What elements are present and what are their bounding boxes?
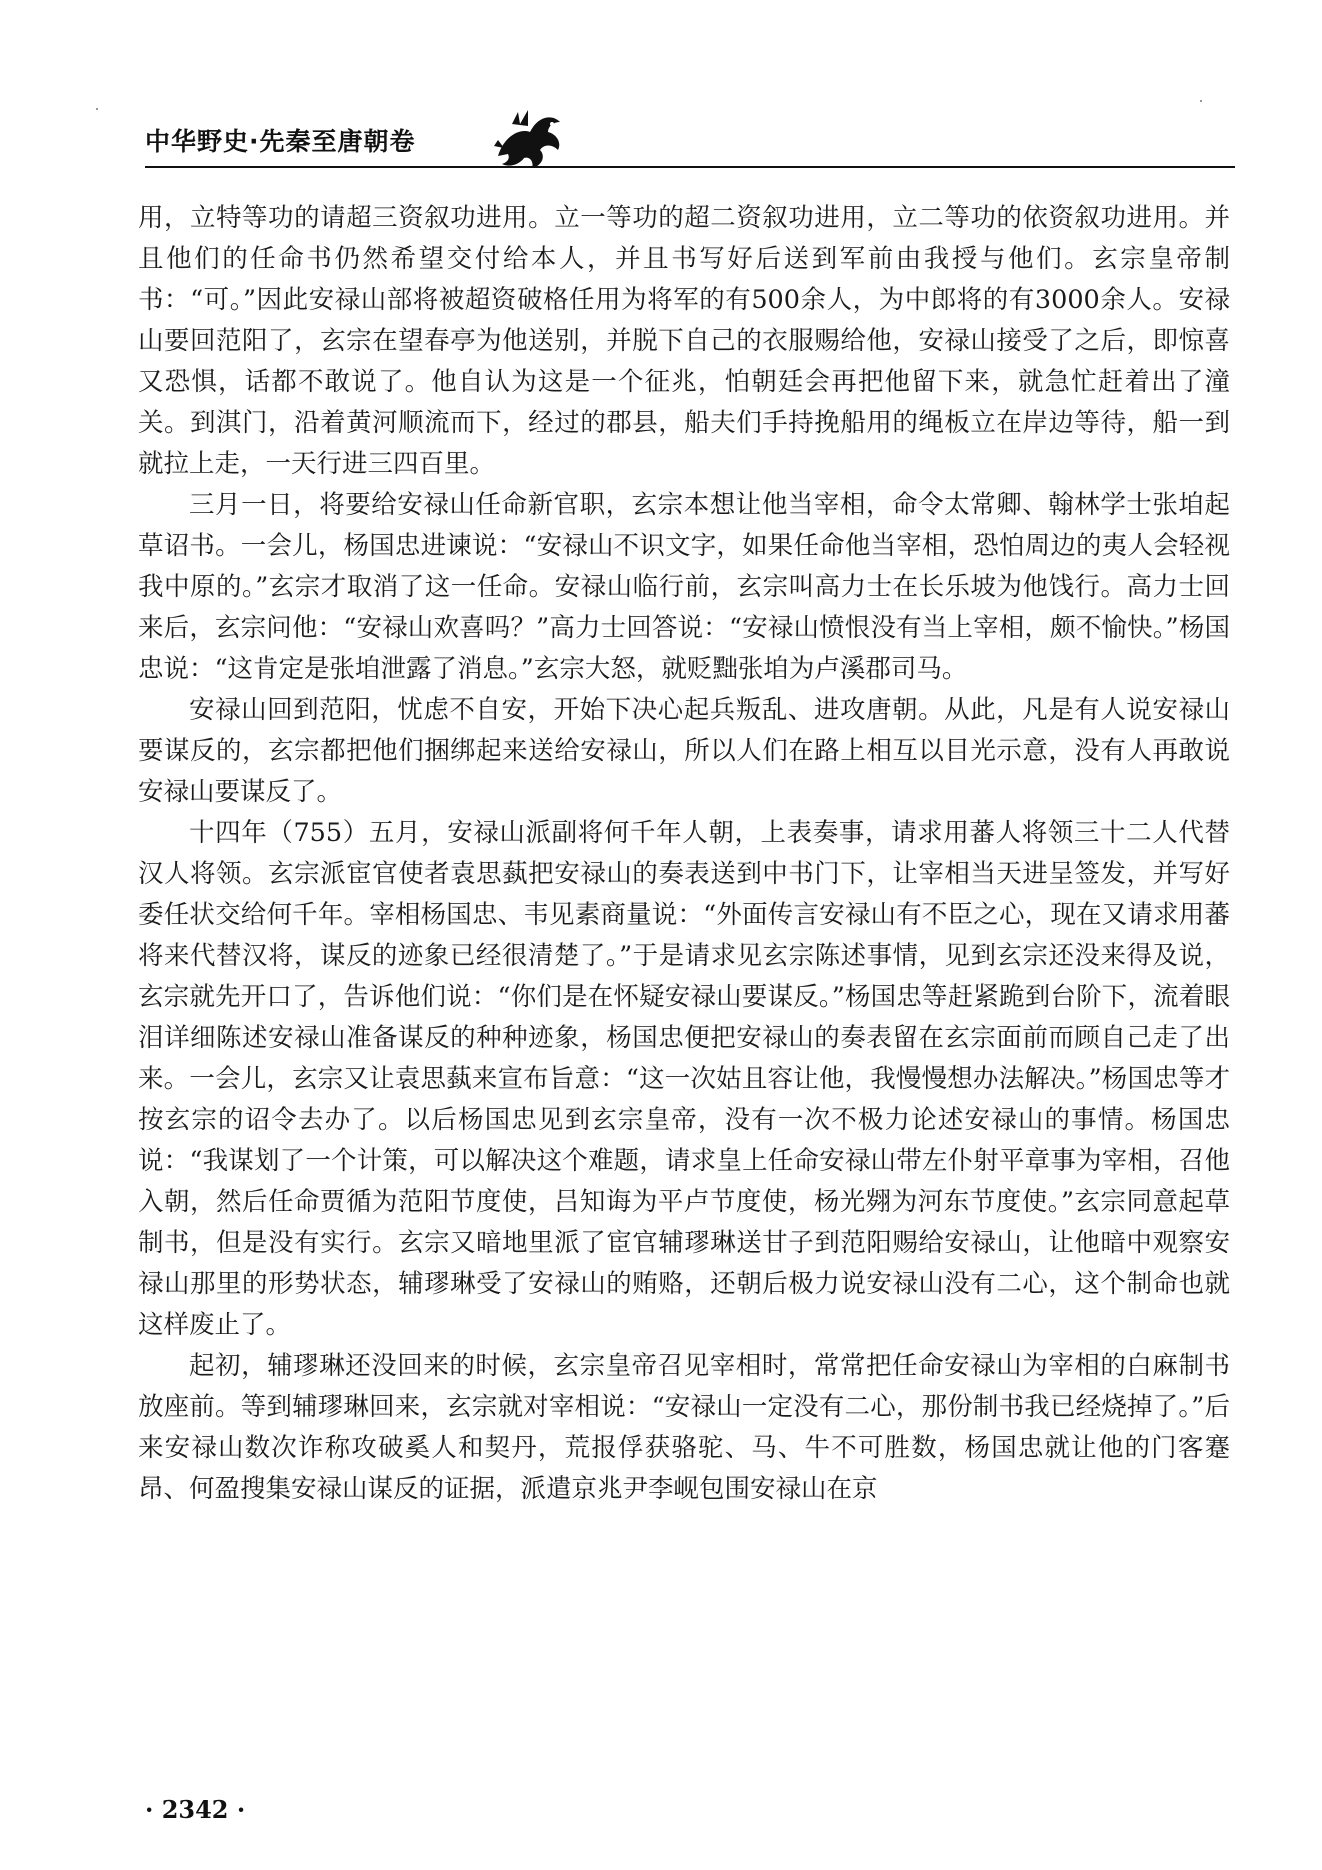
running-header — [145, 118, 1235, 178]
dragon-emblem-icon — [490, 106, 570, 172]
paragraph: 安禄山回到范阳，忧虑不自安，开始下决心起兵叛乱、进攻唐朝。从此，凡是有人说安禄山要谋反的，玄宗都把他们捆绑起来送给安禄山，所以人们在路上相互以目光示意，没有人再敢说安禄山要谋反了。 — [138, 695, 1230, 807]
scan-speck — [96, 108, 98, 110]
paragraph: 用，立特等功的请超三资叙功进用。立一等功的超二资叙功进用，立二等功的依资叙功进用。并且他们的任命书仍然希望交付给本人，并且书写好后送到军前由我授与他们。玄宗皇帝制书：“可。”因此安禄山部将被超资破格任用为将军的有500余人，为中郎将的有3000余人。安禄山要回范阳了，玄宗在望春亭为他送别，并脱下自己的衣服赐给他，安禄山接受了之后，即惊喜又恐惧，话都不敢说了。他自认为这是一个征兆，怕朝廷会再把他留下来，就急忙赶着出了潼关。到淇门，沿着黄河顺流而下，经过的郡县，船夫们手持挽船用的绳板立在岸边等待，船一到就拉上走，一天行进三四百里。 — [138, 203, 1230, 479]
paragraph: 起初，辅璆琳还没回来的时候，玄宗皇帝召见宰相时，常常把任命安禄山为宰相的白麻制书放座前。等到辅璆琳回来，玄宗就对宰相说：“安禄山一定没有二心，那份制书我已经烧掉了。”后来安禄山数次诈称攻破奚人和契丹，荒报俘获骆驼、马、牛不可胜数，杨国忠就让他的门客蹇昂、何盈搜集安禄山谋反的证据，派遣京兆尹李岘包围安禄山在京 — [138, 1351, 1230, 1504]
scan-speck — [1200, 100, 1202, 102]
body-text — [138, 198, 1230, 1510]
header-rule — [145, 166, 1235, 168]
page-number: · 2342 · — [145, 1795, 246, 1824]
paragraph: 十四年（755）五月，安禄山派副将何千年人朝，上表奏事，请求用蕃人将领三十二人代替汉人将领。玄宗派宦官使者袁思蓺把安禄山的奏表送到中书门下，让宰相当天进呈签发，并写好委任状交给何千年。宰相杨国忠、韦见素商量说：“外面传言安禄山有不臣之心，现在又请求用蕃将来代替汉将，谋反的迹象已经很清楚了。”于是请求见玄宗陈述事情，见到玄宗还没来得及说，玄宗就先开口了，告诉他们说：“你们是在怀疑安禄山要谋反。”杨国忠等赶紧跪到台阶下，流着眼泪详细陈述安禄山准备谋反的种种迹象，杨国忠便把安禄山的奏表留在玄宗面前而顾自己走了出来。一会儿，玄宗又让袁思蓺来宣布旨意：“这一次姑且容让他，我慢慢想办法解决。”杨国忠等才按玄宗的诏令去办了。以后杨国忠见到玄宗皇帝，没有一次不极力论述安禄山的事情。杨国忠说：“我谋划了一个计策，可以解决这个难题，请求皇上任命安禄山带左仆射平章事为宰相，召他入朝，然后任命贾循为范阳节度使，吕知诲为平卢节度使，杨光翙为河东节度使。”玄宗同意起草制书，但是没有实行。玄宗又暗地里派了宦官辅璆琳送甘子到范阳赐给安禄山，让他暗中观察安禄山那里的形势状态，辅璆琳受了安禄山的贿赂，还朝后极力说安禄山没有二心，这个制命也就这样废止了。 — [138, 818, 1230, 1340]
book-title: 中华野史·先秦至唐朝卷 — [145, 127, 416, 156]
paragraph: 三月一日，将要给安禄山任命新官职，玄宗本想让他当宰相，命令太常卿、翰林学士张垍起草诏书。一会儿，杨国忠进谏说：“安禄山不识文字，如果任命他当宰相，恐怕周边的夷人会轻视我中原的。”玄宗才取消了这一任命。安禄山临行前，玄宗叫高力士在长乐坡为他饯行。高力士回来后，玄宗问他：“安禄山欢喜吗？”高力士回答说：“安禄山愤恨没有当上宰相，颇不愉快。”杨国忠说：“这肯定是张垍泄露了消息。”玄宗大怒，就贬黜张垍为卢溪郡司马。 — [138, 490, 1230, 684]
